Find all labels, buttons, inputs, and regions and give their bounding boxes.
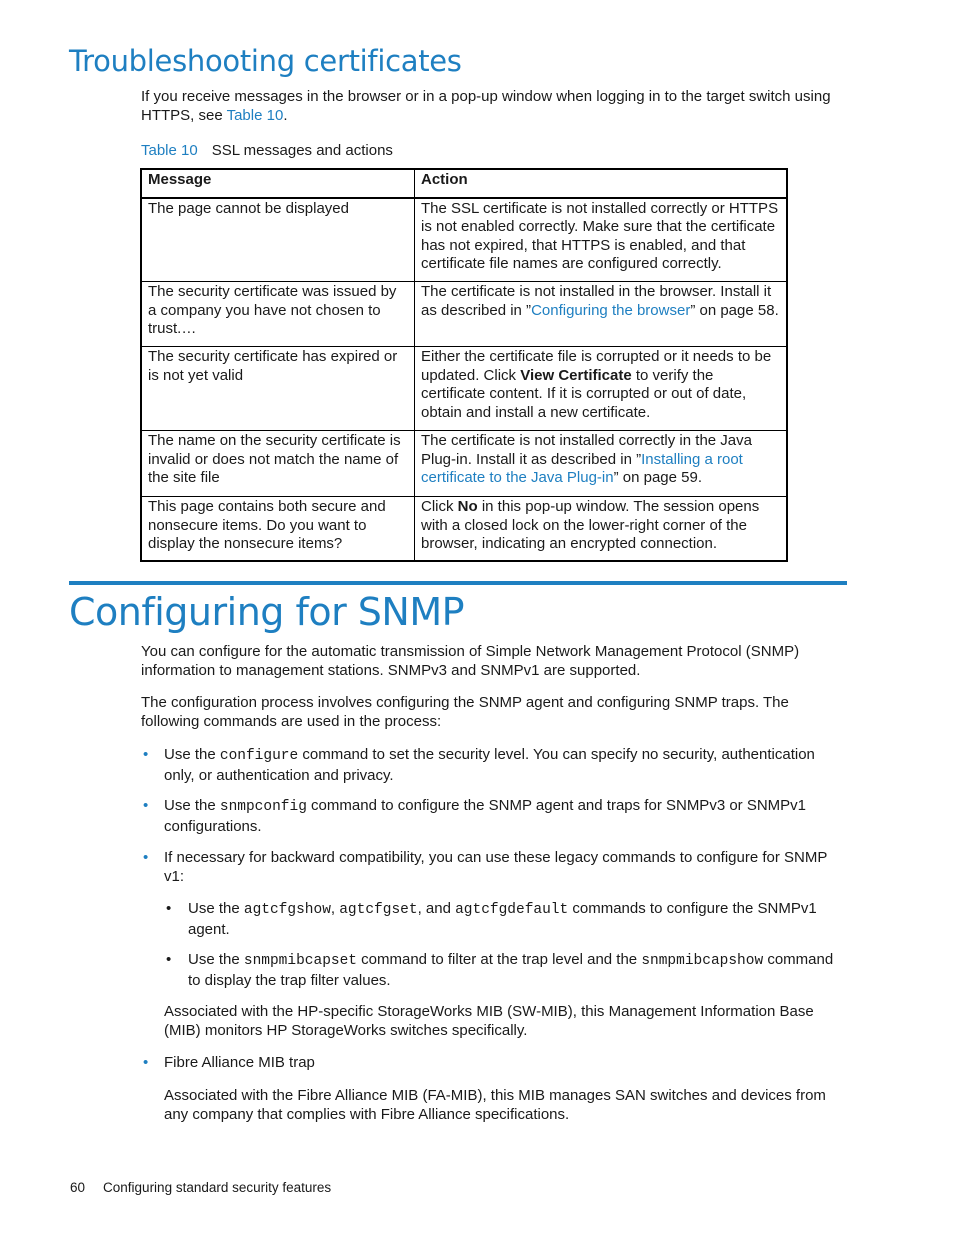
message-cell: The page cannot be displayed xyxy=(141,198,415,282)
bullet-marker: • xyxy=(143,1054,149,1071)
command-configure: configure xyxy=(219,748,299,764)
column-header-message: Message xyxy=(141,169,415,198)
table-header-row xyxy=(141,169,787,198)
bullet-text: command to set the security level. You can specify no security, authentication only, or authentication and privacy. xyxy=(164,746,815,784)
bullet-text: command to filter at the trap level and the xyxy=(357,951,642,968)
bullet-configure xyxy=(164,745,847,785)
intro-period: . xyxy=(283,107,288,124)
command-snmpmibcapset: snmpmibcapset xyxy=(243,953,357,969)
bullet-text: command to configure the SNMP agent and traps for SNMPv3 or SNMPv1 configurations. xyxy=(164,797,807,835)
sw-mib-description: Associated with the HP-specific StorageWorks MIB (SW-MIB), this Management Information Base (MIB) monitors HP StorageWorks switches specifically. xyxy=(164,1003,814,1039)
table-row xyxy=(141,431,787,497)
table-caption-text: SSL messages and actions xyxy=(211,142,393,159)
action-cell xyxy=(415,347,788,431)
bullet-text: commands to configure the SNMPv1 agent. xyxy=(188,900,817,938)
action-cell xyxy=(415,497,788,561)
action-text: Either the certificate file is corrupted or it needs to be updated. Click xyxy=(421,348,772,384)
bullet-legacy-commands: If necessary for backward compatibility, you can use these legacy commands to configure for SNMP v1: xyxy=(164,849,828,885)
message-cell: This page contains both secure and nonsecure items. Do you want to display the nonsecure items? xyxy=(141,497,415,561)
bullet-marker: • xyxy=(143,746,149,763)
message-cell: The security certificate was issued by a company you have not chosen to trust.… xyxy=(141,282,415,347)
table-row xyxy=(141,282,787,347)
installing-root-certificate-link[interactable]: Installing a root certificate to the Java Plug-in xyxy=(421,450,743,487)
bullet-text: Use the xyxy=(188,900,244,917)
bullet-text: , xyxy=(330,900,340,917)
snmp-paragraph-1: You can configure for the automatic transmission of Simple Network Management Protocol (SNMP) information to management stations. SNMPv3 and SNMPv1 are supported. xyxy=(141,643,800,679)
section-divider xyxy=(69,581,847,585)
table-row xyxy=(141,347,787,431)
action-cell xyxy=(415,282,788,347)
command-agtcfgset: agtcfgset xyxy=(339,902,418,918)
table-row xyxy=(141,497,787,561)
bullet-marker: • xyxy=(143,797,149,814)
bullet-text: Use the xyxy=(188,951,244,968)
action-text: The certificate is not installed in the browser. Install it as described in ” xyxy=(421,283,772,319)
bullet-text: command to display the trap filter values. xyxy=(188,951,834,989)
command-agtcfgdefault: agtcfgdefault xyxy=(455,902,569,918)
command-snmpmibcapshow: snmpmibcapshow xyxy=(641,953,764,969)
action-text: in this pop-up window. The session opens with a closed lock on the lower-right corner of the browser, indicating an encrypted connection. xyxy=(421,498,760,553)
sub-bullet-marker: • xyxy=(166,951,172,968)
fa-mib-description: Associated with the Fibre Alliance MIB (FA-MIB), this MIB manages SAN switches and devices from any company that complies with Fibre Alliance specifications. xyxy=(164,1087,826,1123)
bullet-text: Use the xyxy=(164,746,220,763)
message-cell: The name on the security certificate is invalid or does not match the name of the site file xyxy=(141,431,415,497)
table-caption xyxy=(141,141,393,160)
action-text: The certificate is not installed correctly in the Java Plug-in. Install it as described in ” xyxy=(421,432,752,468)
action-text: ” on page 58. xyxy=(690,301,779,319)
sub-bullet-marker: • xyxy=(166,900,172,917)
sub-bullet-agtcfg xyxy=(188,899,847,939)
intro-text: If you receive messages in the browser or in a pop-up window when logging in to the target switch using HTTPS, see xyxy=(141,88,831,124)
command-snmpconfig: snmpconfig xyxy=(219,799,307,815)
message-cell: The security certificate has expired or is not yet valid xyxy=(141,347,415,431)
table-10-link[interactable]: Table 10 xyxy=(226,107,284,124)
bullet-fibre-alliance: Fibre Alliance MIB trap xyxy=(164,1054,315,1071)
table-row xyxy=(141,198,787,282)
bullet-text: Use the xyxy=(164,797,220,814)
configuring-browser-link[interactable]: Configuring the browser xyxy=(531,301,691,319)
page-number: 60 xyxy=(70,1180,86,1195)
action-text: ” on page 59. xyxy=(613,469,703,487)
action-text: to verify the certificate content. If it is corrupted or out of date, obtain and install a new certificate. xyxy=(421,366,747,421)
bullet-marker: • xyxy=(143,849,149,866)
section-title-troubleshooting: Troubleshooting certificates xyxy=(69,44,462,78)
section-title-snmp: Configuring for SNMP xyxy=(69,590,465,634)
action-text: Click xyxy=(421,498,458,516)
footer-chapter-title: Configuring standard security features xyxy=(103,1180,332,1195)
action-cell xyxy=(415,431,788,497)
page-footer xyxy=(70,1180,331,1195)
action-cell: The SSL certificate is not installed correctly or HTTPS is not enabled correctly. Make sure that the certificate has not expired, that HTTPS is enabled, and that certificate file names are configured correctly. xyxy=(415,198,788,282)
bullet-snmpconfig xyxy=(164,796,847,836)
column-header-action: Action xyxy=(415,169,788,198)
ssl-messages-table xyxy=(140,168,788,562)
sub-bullet-snmpmibcap xyxy=(188,950,847,990)
view-certificate-label: View Certificate xyxy=(520,366,632,384)
intro-paragraph xyxy=(141,87,847,125)
command-agtcfgshow: agtcfgshow xyxy=(243,902,331,918)
bullet-text: , and xyxy=(417,900,456,917)
snmp-paragraph-2: The configuration process involves configuring the SNMP agent and configuring SNMP traps. The following commands are used in the process: xyxy=(141,694,789,730)
table-caption-label: Table 10 xyxy=(141,142,198,159)
no-label: No xyxy=(457,498,478,516)
